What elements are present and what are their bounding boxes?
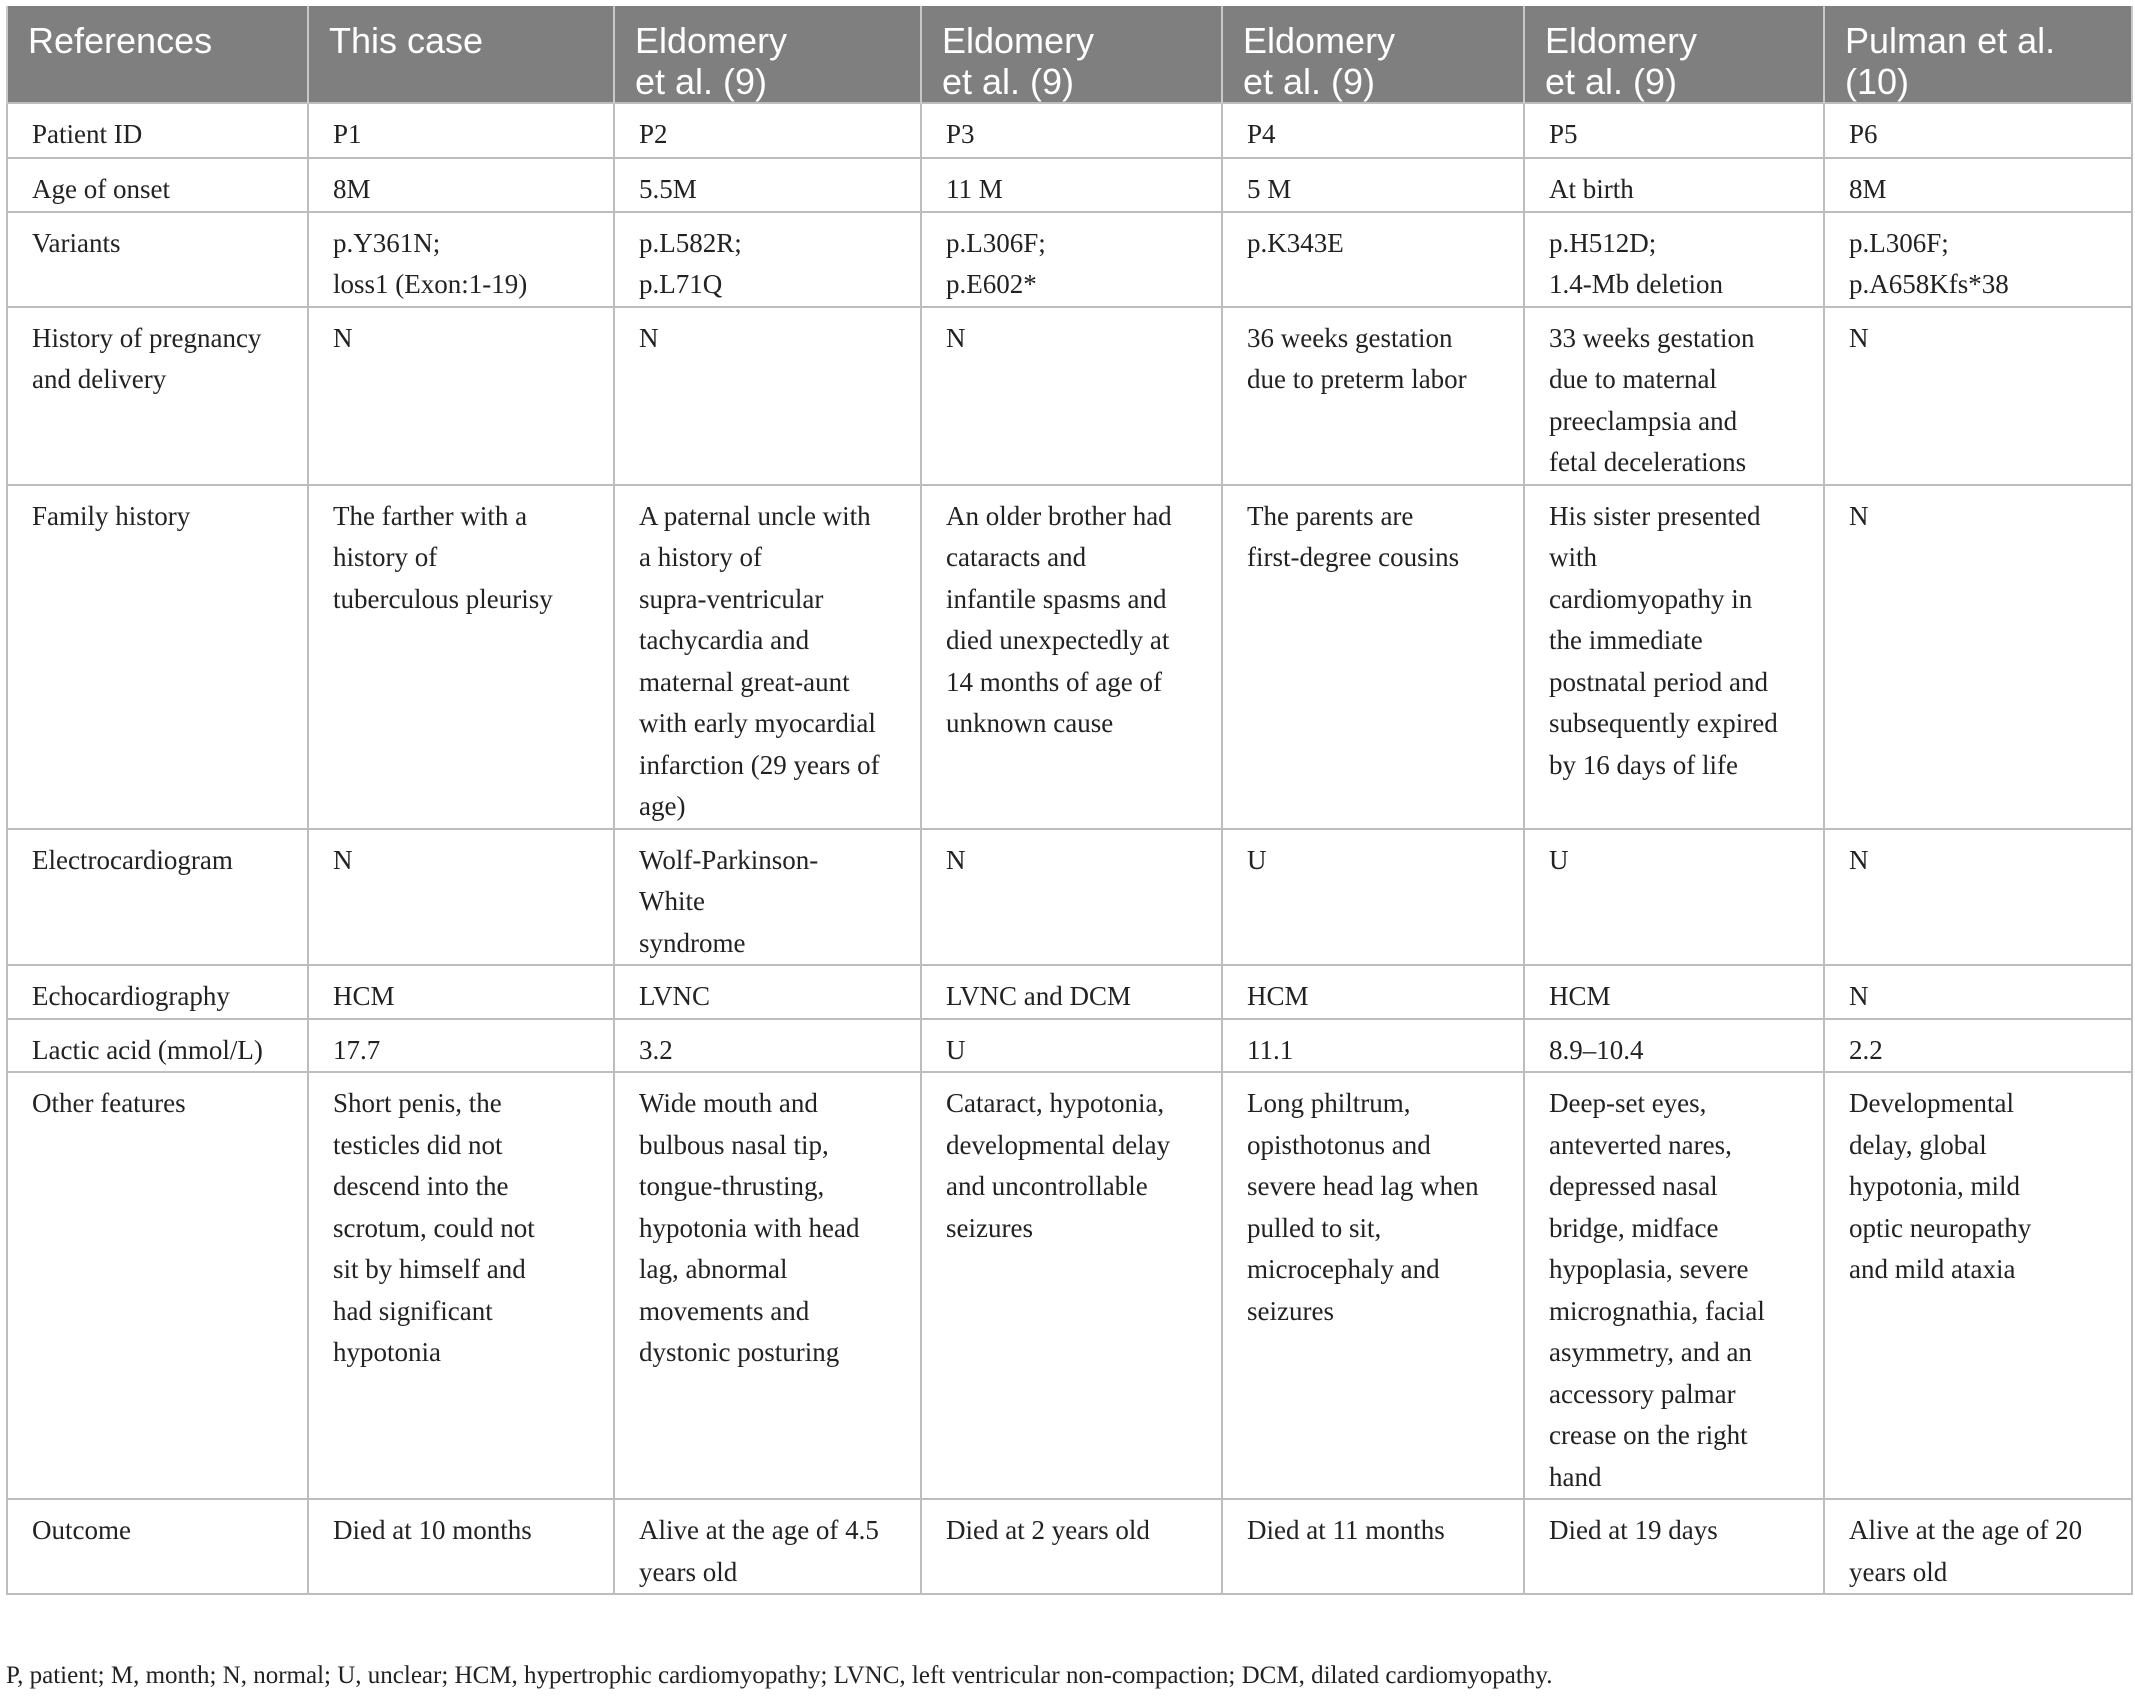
table-cell: [614, 829, 921, 966]
table-cell: [1524, 307, 1824, 485]
table-row: [7, 1072, 2132, 1499]
column-header: [7, 6, 308, 103]
cell-text: Cataract, hypotonia,: [946, 1088, 1165, 1118]
cell-text: p.K343E: [1247, 227, 1344, 258]
cell-text: 8.9–10.4: [1549, 1034, 1644, 1065]
cell-text: seizures: [1247, 1295, 1334, 1326]
table-container: [6, 6, 2131, 1595]
table-cell: [1824, 307, 2132, 485]
cell-text: 14 months of age of: [946, 666, 1162, 697]
cell-text: opisthotonus and: [1247, 1129, 1431, 1160]
table-cell: [1524, 103, 1824, 158]
cell-text: had significant: [333, 1295, 493, 1326]
cell-text: 8M: [1849, 174, 1887, 204]
cell-text: U: [1247, 844, 1267, 875]
table-cell: [921, 1499, 1222, 1594]
table-body: [7, 103, 2132, 1594]
table-cell: [1222, 1019, 1524, 1073]
cell-text: p.E602*: [946, 269, 1037, 299]
cell-text: scrotum, could not: [333, 1212, 535, 1243]
table-cell: [308, 829, 614, 966]
cell-text: years old: [639, 1556, 738, 1587]
cell-text: N: [333, 322, 353, 353]
cell-text: Died at 19 days: [1549, 1515, 1718, 1545]
cell-text: syndrome: [639, 927, 746, 958]
column-header: [614, 6, 921, 103]
table-cell: [921, 829, 1222, 966]
cell-text: Died at 10 months: [333, 1515, 532, 1545]
cell-text: hand: [1549, 1461, 1602, 1492]
cell-text: hypoplasia, severe: [1549, 1254, 1749, 1284]
cell-text: lag, abnormal: [639, 1254, 788, 1284]
cell-text: age): [639, 791, 686, 821]
cell-text: 1.4-Mb deletion: [1549, 269, 1723, 299]
row-label-cell: [7, 103, 308, 158]
cell-text: LVNC and DCM: [946, 981, 1132, 1011]
table-cell: [1222, 485, 1524, 829]
cell-text: U: [946, 1034, 966, 1065]
cell-text: P5: [1549, 119, 1578, 149]
table-cell: [614, 307, 921, 485]
cell-text: Age of onset: [32, 174, 170, 204]
cell-text: 33 weeks gestation: [1549, 322, 1755, 353]
cell-text: hypotonia: [333, 1337, 441, 1367]
table-cell: [921, 158, 1222, 212]
table-cell: [1824, 1019, 2132, 1073]
column-header-text: et al. (9): [942, 61, 1075, 102]
table-cell: [1222, 307, 1524, 485]
column-header-text: Eldomery: [942, 20, 1095, 61]
cell-text: Long philtrum,: [1247, 1088, 1411, 1118]
cell-text: seizures: [946, 1212, 1033, 1243]
table-row: [7, 212, 2132, 307]
table-footnote: P, patient; M, month; N, normal; U, unclear; HCM, hypertrophic cardiomyopathy; LVNC, left ventricular non-compaction; DCM, dilated cardiomyopathy.: [6, 1662, 1553, 1689]
row-label-cell: [7, 212, 308, 307]
cell-text: N: [1849, 500, 1869, 531]
table-cell: [614, 1019, 921, 1073]
table-cell: [1824, 965, 2132, 1019]
table-cell: [1824, 1499, 2132, 1594]
table-cell: [1824, 103, 2132, 158]
cell-text: N: [946, 844, 966, 875]
cell-text: U: [1549, 844, 1569, 875]
cell-text: N: [333, 844, 353, 875]
cell-text: Alive at the age of 4.5: [639, 1515, 879, 1545]
table-cell: [1222, 103, 1524, 158]
table-cell: [308, 1499, 614, 1594]
column-header-text: References: [28, 20, 213, 61]
row-label-cell: [7, 1499, 308, 1594]
cell-text: hypotonia with head: [639, 1212, 860, 1243]
cell-text: Developmental: [1849, 1088, 2014, 1118]
cell-text: N: [946, 322, 966, 353]
table-cell: [1824, 158, 2132, 212]
comparison-table: [6, 6, 2133, 1595]
row-label-cell: [7, 307, 308, 485]
cell-text: 5 M: [1247, 174, 1292, 204]
table-cell: [1222, 212, 1524, 307]
cell-text: LVNC: [639, 981, 711, 1011]
table-cell: [308, 307, 614, 485]
table-cell: [308, 103, 614, 158]
table-cell: [308, 212, 614, 307]
cell-text: An older brother had: [946, 500, 1172, 531]
cell-text: 11.1: [1247, 1034, 1294, 1065]
cell-text: N: [639, 322, 659, 353]
cell-text: first-degree cousins: [1247, 542, 1460, 572]
cell-text: White: [639, 886, 705, 916]
table-row: [7, 829, 2132, 966]
row-label-cell: [7, 829, 308, 966]
cell-text: microcephaly and: [1247, 1254, 1440, 1284]
cell-text: loss1 (Exon:1-19): [333, 269, 528, 299]
column-header-text: et al. (9): [1545, 61, 1678, 102]
cell-text: The parents are: [1247, 500, 1414, 531]
row-label-cell: [7, 1019, 308, 1073]
table-cell: [921, 1072, 1222, 1499]
table-cell: [921, 103, 1222, 158]
table-header-row: [7, 6, 2132, 103]
table-cell: [1824, 829, 2132, 966]
cell-text: Wide mouth and: [639, 1088, 818, 1118]
table-cell: [614, 965, 921, 1019]
cell-text: Short penis, the: [333, 1088, 502, 1118]
cell-text: Lactic acid (mmol/L): [32, 1034, 263, 1065]
cell-text: p.L306F;: [1849, 227, 1949, 258]
column-header: [1824, 6, 2132, 103]
cell-text: A paternal uncle with: [639, 500, 871, 531]
cell-text: p.L71Q: [639, 269, 723, 299]
cell-text: asymmetry, and an: [1549, 1337, 1752, 1367]
cell-text: fetal decelerations: [1549, 447, 1747, 477]
cell-text: N: [1849, 981, 1869, 1011]
table-cell: [1524, 1499, 1824, 1594]
table-cell: [614, 103, 921, 158]
cell-text: HCM: [333, 981, 395, 1011]
table-cell: [1524, 965, 1824, 1019]
cell-text: optic neuropathy: [1849, 1212, 2032, 1243]
cell-text: a history of: [639, 542, 762, 572]
cell-text: with early myocardial: [639, 708, 876, 738]
cell-text: Died at 2 years old: [946, 1515, 1150, 1545]
cell-text: hypotonia, mild: [1849, 1171, 2020, 1201]
cell-text: preeclampsia and: [1549, 405, 1738, 436]
cell-text: accessory palmar: [1549, 1378, 1736, 1409]
table-row: [7, 158, 2132, 212]
cell-text: p.L306F;: [946, 227, 1046, 258]
cell-text: P2: [639, 119, 668, 149]
table-cell: [614, 158, 921, 212]
table-cell: [1222, 158, 1524, 212]
cell-text: HCM: [1549, 981, 1611, 1011]
row-label-cell: [7, 1072, 308, 1499]
cell-text: and delivery: [32, 364, 167, 394]
table-cell: [1222, 829, 1524, 966]
cell-text: 36 weeks gestation: [1247, 322, 1453, 353]
cell-text: N: [1849, 322, 1869, 353]
cell-text: dystonic posturing: [639, 1337, 840, 1367]
cell-text: N: [1849, 844, 1869, 875]
row-label-cell: [7, 158, 308, 212]
cell-text: His sister presented: [1549, 500, 1761, 531]
cell-text: Wolf-Parkinson-: [639, 844, 819, 875]
cell-text: tongue-thrusting,: [639, 1171, 825, 1201]
cell-text: pulled to sit,: [1247, 1212, 1382, 1243]
table-cell: [1222, 1499, 1524, 1594]
cell-text: supra-ventricular: [639, 583, 824, 614]
column-header-text: et al. (9): [635, 61, 768, 102]
cell-text: P4: [1247, 119, 1276, 149]
table-cell: [921, 485, 1222, 829]
cell-text: tuberculous pleurisy: [333, 583, 553, 614]
table-cell: [308, 965, 614, 1019]
cell-text: unknown cause: [946, 708, 1114, 738]
cell-text: The farther with a: [333, 500, 528, 531]
column-header-text: Eldomery: [635, 20, 788, 61]
table-cell: [1824, 485, 2132, 829]
table-cell: [921, 212, 1222, 307]
cell-text: sit by himself and: [333, 1254, 526, 1284]
cell-text: Outcome: [32, 1515, 131, 1545]
table-cell: [1222, 965, 1524, 1019]
table-row: [7, 965, 2132, 1019]
column-header-text: et al. (9): [1243, 61, 1376, 102]
table-cell: [921, 307, 1222, 485]
cell-text: 2.2: [1849, 1034, 1883, 1065]
cell-text: 5.5M: [639, 174, 697, 204]
column-header: [921, 6, 1222, 103]
table-row: [7, 485, 2132, 829]
table-cell: [921, 1019, 1222, 1073]
cell-text: severe head lag when: [1247, 1171, 1479, 1201]
cell-text: 8M: [333, 174, 371, 204]
table-cell: [308, 485, 614, 829]
column-header: [1524, 6, 1824, 103]
cell-text: P6: [1849, 119, 1878, 149]
cell-text: developmental delay: [946, 1129, 1171, 1160]
cell-text: P1: [333, 119, 362, 149]
cell-text: Alive at the age of 20: [1849, 1515, 2083, 1545]
cell-text: P3: [946, 119, 975, 149]
cell-text: 17.7: [333, 1034, 381, 1065]
cell-text: Variants: [32, 227, 121, 258]
cell-text: micrognathia, facial: [1549, 1295, 1765, 1326]
column-header-text: Eldomery: [1243, 20, 1396, 61]
cell-text: and uncontrollable: [946, 1171, 1148, 1201]
cell-text: Died at 11 months: [1247, 1515, 1445, 1545]
cell-text: cataracts and: [946, 542, 1087, 572]
table-cell: [1524, 485, 1824, 829]
column-header: [1222, 6, 1524, 103]
cell-text: p.L582R;: [639, 227, 742, 258]
table-row: [7, 307, 2132, 485]
cell-text: Electrocardiogram: [32, 844, 233, 875]
cell-text: tachycardia and: [639, 625, 810, 655]
cell-text: crease on the right: [1549, 1420, 1748, 1450]
cell-text: 11 M: [946, 174, 1003, 204]
table-row: [7, 103, 2132, 158]
cell-text: testicles did not: [333, 1129, 503, 1160]
table-cell: [614, 485, 921, 829]
cell-text: Deep-set eyes,: [1549, 1088, 1707, 1118]
cell-text: History of pregnancy: [32, 322, 262, 353]
column-header: [308, 6, 614, 103]
cell-text: HCM: [1247, 981, 1309, 1011]
cell-text: infantile spasms and: [946, 583, 1167, 614]
cell-text: depressed nasal: [1549, 1171, 1718, 1201]
column-header-text: This case: [329, 20, 484, 61]
cell-text: bulbous nasal tip,: [639, 1129, 829, 1160]
cell-text: anteverted nares,: [1549, 1129, 1732, 1160]
table-cell: [1222, 1072, 1524, 1499]
cell-text: Other features: [32, 1088, 186, 1118]
cell-text: delay, global: [1849, 1129, 1987, 1160]
cell-text: years old: [1849, 1556, 1948, 1587]
cell-text: subsequently expired: [1549, 708, 1778, 738]
table-cell: [1824, 212, 2132, 307]
cell-text: 3.2: [639, 1034, 673, 1065]
cell-text: descend into the: [333, 1171, 509, 1201]
cell-text: p.H512D;: [1549, 227, 1657, 258]
table-cell: [1524, 158, 1824, 212]
table-row: [7, 1499, 2132, 1594]
cell-text: bridge, midface: [1549, 1212, 1719, 1243]
cell-text: by 16 days of life: [1549, 749, 1738, 780]
cell-text: history of: [333, 542, 438, 572]
table-cell: [1524, 1019, 1824, 1073]
row-label-cell: [7, 485, 308, 829]
cell-text: due to preterm labor: [1247, 364, 1467, 394]
table-cell: [921, 965, 1222, 1019]
cell-text: the immediate: [1549, 625, 1703, 655]
table-cell: [1524, 829, 1824, 966]
table-cell: [1824, 1072, 2132, 1499]
table-cell: [614, 1499, 921, 1594]
table-cell: [1524, 212, 1824, 307]
cell-text: infarction (29 years of: [639, 749, 880, 780]
cell-text: with: [1549, 542, 1598, 572]
table-cell: [308, 158, 614, 212]
cell-text: due to maternal: [1549, 364, 1717, 394]
table-cell: [614, 212, 921, 307]
row-label-cell: [7, 965, 308, 1019]
table-cell: [1524, 1072, 1824, 1499]
table-row: [7, 1019, 2132, 1073]
cell-text: Patient ID: [32, 119, 143, 149]
table-cell: [308, 1072, 614, 1499]
cell-text: and mild ataxia: [1849, 1254, 2016, 1284]
cell-text: died unexpectedly at: [946, 625, 1170, 655]
cell-text: movements and: [639, 1295, 810, 1326]
table-cell: [308, 1019, 614, 1073]
table-cell: [614, 1072, 921, 1499]
cell-text: cardiomyopathy in: [1549, 583, 1753, 614]
column-header-text: Eldomery: [1545, 20, 1698, 61]
cell-text: p.A658Kfs*38: [1849, 269, 2009, 299]
cell-text: Echocardiography: [32, 981, 230, 1011]
cell-text: postnatal period and: [1549, 666, 1768, 697]
cell-text: p.Y361N;: [333, 227, 441, 258]
column-header-text: (10): [1845, 61, 1910, 102]
column-header-text: Pulman et al.: [1845, 20, 2056, 61]
cell-text: Family history: [32, 500, 191, 531]
cell-text: At birth: [1549, 174, 1634, 204]
cell-text: maternal great-aunt: [639, 666, 850, 697]
